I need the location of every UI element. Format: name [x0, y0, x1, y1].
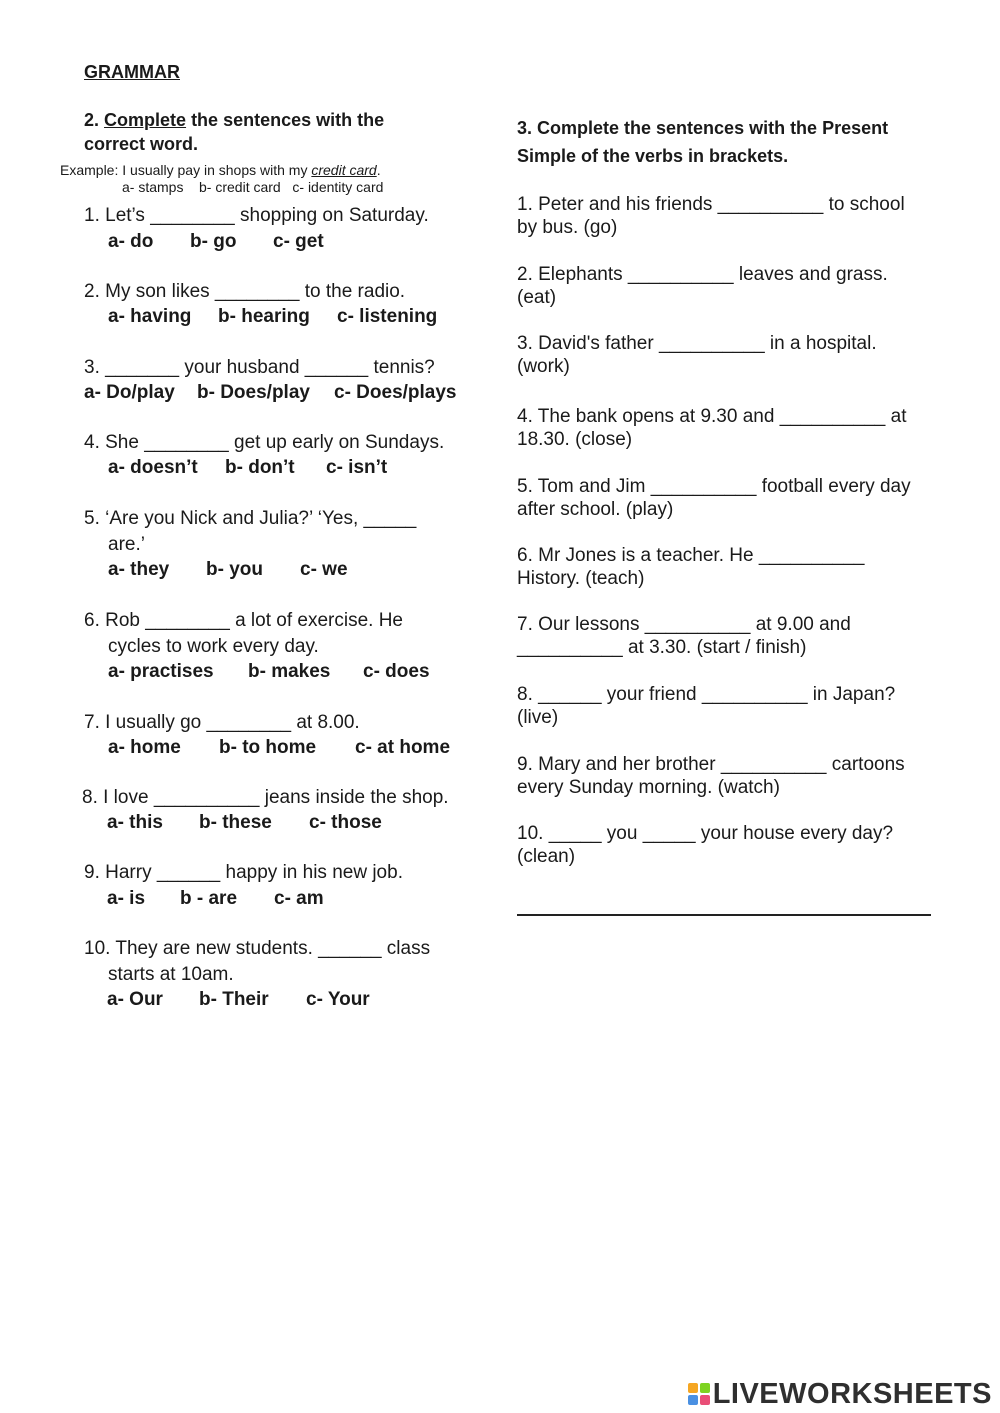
question-2-option-c[interactable]: c- listening [337, 306, 438, 327]
section-2-heading-line-2: correct word. [84, 134, 199, 154]
verb-item-9-line-1: 9. Mary and her brother __________ cartoons [517, 754, 905, 775]
verb-item-10-line-2: (clean) [517, 846, 576, 867]
question-3-line-1: 3. _______ your husband ______ tennis? [84, 357, 435, 378]
question-6-option-a[interactable]: a- practises [108, 661, 214, 682]
question-10-option-a[interactable]: a- Our [107, 989, 163, 1010]
verb-item-4-line-2: 18.30. (close) [517, 429, 633, 450]
verb-item-9-line-2: every Sunday morning. (watch) [517, 777, 780, 798]
verb-item-5-line-2: after school. (play) [517, 499, 674, 520]
section-3-heading [517, 114, 888, 170]
question-2-option-a[interactable]: a- having [108, 306, 192, 327]
question-10-option-c[interactable]: c- Your [306, 989, 370, 1010]
question-5-option-b[interactable]: b- you [206, 559, 263, 580]
verb-item-8-line-1: 8. ______ your friend __________ in Japan? [517, 684, 896, 705]
verb-item-10-line-1: 10. _____ you _____ your house every day? [517, 823, 894, 844]
verb-item-7-line-1: 7. Our lessons __________ at 9.00 and [517, 614, 851, 635]
section-2-heading-line-1 [84, 108, 384, 132]
question-8-line-1: 8. I love __________ jeans inside the shop. [82, 787, 449, 808]
section-3-heading-line-2: Simple of the verbs in brackets. [517, 146, 789, 166]
verb-item-2-line-1: 2. Elephants __________ leaves and grass. [517, 264, 888, 285]
verb-item-2-line-2: (eat) [517, 287, 557, 308]
verb-item-6-line-2: History. (teach) [517, 568, 645, 589]
logo-square-2 [700, 1383, 710, 1393]
question-8-option-a[interactable]: a- this [107, 812, 163, 833]
liveworksheets-logo-text: LIVEWORKSHEETS [712, 1377, 992, 1410]
question-2-line-1: 2. My son likes ________ to the radio. [84, 281, 406, 302]
logo-square-1 [688, 1383, 698, 1393]
section-2-heading [84, 108, 384, 156]
question-9-option-b[interactable]: b - are [180, 888, 238, 909]
question-9-option-c[interactable]: c- am [274, 888, 324, 909]
verb-item-4-line-1: 4. The bank opens at 9.30 and __________ at [517, 406, 907, 427]
question-9-line-1: 9. Harry ______ happy in his new job. [84, 862, 403, 883]
question-1-option-c[interactable]: c- get [273, 231, 324, 252]
question-3-option-b[interactable]: b- Does/play [197, 382, 310, 403]
question-7-option-b[interactable]: b- to home [219, 737, 317, 758]
question-10-option-b[interactable]: b- Their [199, 989, 269, 1010]
question-6-option-c[interactable]: c- does [363, 661, 430, 682]
question-1-option-b[interactable]: b- go [190, 231, 237, 252]
example-options: a- stamps b- credit card c- identity card [122, 179, 384, 195]
section-2-number: 2. [84, 110, 100, 130]
question-5-option-a[interactable]: a- they [108, 559, 170, 580]
question-10-line-2: starts at 10am. [108, 964, 234, 985]
verb-item-6-line-1: 6. Mr Jones is a teacher. He __________ [517, 545, 865, 566]
question-7-option-a[interactable]: a- home [108, 737, 181, 758]
logo-square-3 [688, 1395, 698, 1405]
question-3-option-c[interactable]: c- Does/plays [334, 382, 457, 403]
liveworksheets-logo-icon [688, 1383, 710, 1405]
example-sentence [60, 162, 381, 179]
question-5-option-c[interactable]: c- we [300, 559, 348, 580]
verb-item-1-line-1: 1. Peter and his friends __________ to school [517, 194, 905, 215]
answer-divider-line [517, 914, 931, 916]
question-5-line-2: are.’ [108, 534, 145, 555]
section-2-underlined-word: Complete [104, 110, 187, 130]
question-6-line-1: 6. Rob ________ a lot of exercise. He [84, 610, 403, 631]
question-6-option-b[interactable]: b- makes [248, 661, 331, 682]
question-4-option-b[interactable]: b- don’t [225, 457, 295, 478]
example-answer: credit card [311, 162, 377, 178]
page-title: GRAMMAR [84, 62, 180, 82]
question-9-option-a[interactable]: a- is [107, 888, 146, 909]
example-prefix: Example: I usually pay in shops with my [60, 162, 308, 178]
question-3-option-a[interactable]: a- Do/play [84, 382, 175, 403]
verb-item-1-line-2: by bus. (go) [517, 217, 618, 238]
question-10-line-1: 10. They are new students. ______ class [84, 938, 431, 959]
question-8-option-c[interactable]: c- those [309, 812, 382, 833]
question-5-line-1: 5. ‘Are you Nick and Julia?’ ‘Yes, _____ [84, 508, 417, 529]
question-2-option-b[interactable]: b- hearing [218, 306, 310, 327]
verb-item-3-line-2: (work) [517, 356, 570, 377]
question-7-option-c[interactable]: c- at home [355, 737, 451, 758]
liveworksheets-logo[interactable] [688, 1379, 992, 1409]
section-3-heading-line-1: 3. Complete the sentences with the Present [517, 118, 889, 138]
verb-item-5-line-1: 5. Tom and Jim __________ football every day [517, 476, 911, 497]
question-1-option-a[interactable]: a- do [108, 231, 154, 252]
question-6-line-2: cycles to work every day. [108, 636, 319, 657]
example-end: . [376, 162, 381, 178]
verb-item-3-line-1: 3. David's father __________ in a hospital. [517, 333, 877, 354]
question-7-line-1: 7. I usually go ________ at 8.00. [84, 712, 360, 733]
question-4-option-a[interactable]: a- doesn’t [108, 457, 198, 478]
question-4-option-c[interactable]: c- isn’t [326, 457, 388, 478]
question-8-option-b[interactable]: b- these [199, 812, 272, 833]
question-4-line-1: 4. She ________ get up early on Sundays. [84, 432, 445, 453]
verb-item-7-line-2: __________ at 3.30. (start / finish) [517, 637, 807, 658]
logo-square-4 [700, 1395, 710, 1405]
question-1-line-1: 1. Let’s ________ shopping on Saturday. [84, 205, 429, 226]
section-2-heading-rest: the sentences with the [191, 110, 385, 130]
verb-item-8-line-2: (live) [517, 707, 559, 728]
